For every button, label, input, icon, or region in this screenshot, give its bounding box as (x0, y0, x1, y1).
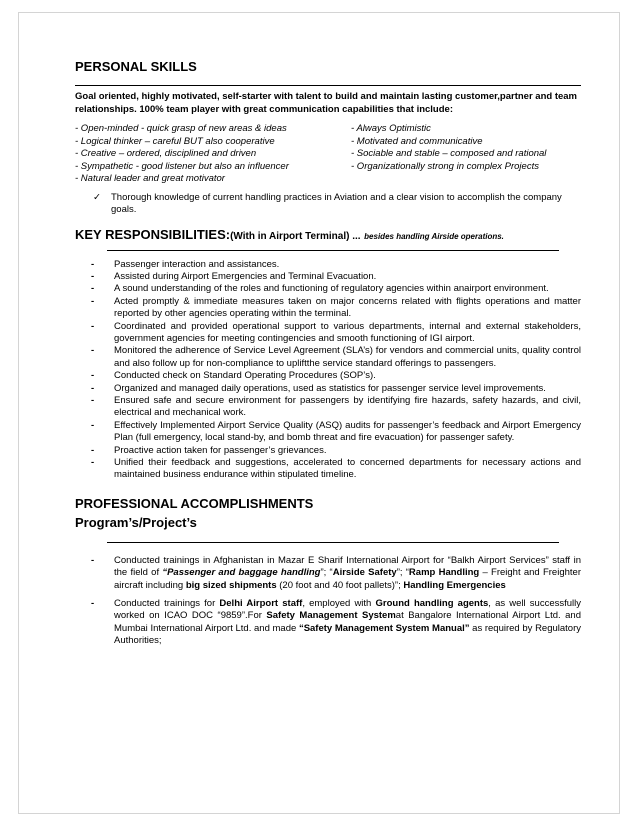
list-item-text: Conducted check on Standard Operating Procedures (SOP’s). (114, 370, 376, 382)
list-item (75, 383, 581, 395)
skill-item: - Creative – ordered, disciplined and driven (75, 148, 257, 159)
skills-right-column (351, 123, 581, 186)
accomplishments-heading: PROFESSIONAL ACCOMPLISHMENTS (75, 495, 314, 511)
list-item-text: Unified their feedback and suggestions, accelerated to concerned departments for necessary actions and maintained business endurance within stipulated timeline. (114, 457, 581, 481)
list-item (75, 598, 581, 648)
divider (75, 85, 581, 86)
list-item-text: Assisted during Airport Emergencies and Terminal Evacuation. (114, 270, 377, 282)
key-responsibilities-subtitle: (With in Airport Terminal) ... (230, 230, 361, 242)
list-item-text: Monitored the adherence of Service Level Agreement (SLA’s) for vendors and commercial units, quality control and also follow up for non-compliance to upliftthe service standard offerings to passengers. (114, 345, 581, 369)
list-item (75, 395, 581, 420)
skill-item: - Sociable and stable – composed and rational (351, 148, 547, 159)
check-item (93, 192, 581, 217)
list-item-text: Coordinated and provided operational support to various departments, internal and external stakeholders, government agencies for meeting contingencies and smooth functioning of IGI airport. (114, 320, 581, 344)
text-run: ”; “ (396, 567, 409, 579)
text-run: ”; “ (320, 567, 333, 579)
text-run: “Safety Management System Manual” (298, 622, 470, 634)
list-item-text: Acted promptly & immediate measures taken on major concerns related with flights operations and matter reported by other agencies operating within the terminal. (114, 295, 581, 320)
document-page (18, 12, 620, 814)
text-run: big sized shipments (185, 579, 277, 591)
bullet: - (91, 598, 95, 610)
list-item (75, 321, 581, 346)
text-run: Airside Safety (332, 567, 397, 579)
bullet: - (91, 554, 95, 566)
divider (107, 250, 559, 251)
list-item (75, 420, 581, 445)
key-responsibilities-heading (75, 227, 581, 245)
bullet: - (91, 444, 95, 456)
list-item (75, 445, 581, 457)
check-item-text: Thorough knowledge of current handling practices in Aviation and a clear vision to accomplish the company goals. (111, 191, 562, 215)
skill-item: - Motivated and communicative (351, 135, 483, 147)
text-run: at Bangalore International Airport Ltd. and Mumbai International Airport Ltd. and made (114, 610, 581, 634)
text-run: – Freight and Freighter aircraft including (114, 567, 581, 591)
list-item (75, 345, 581, 370)
text-run: Ground handling agents (375, 598, 489, 610)
text-run: Conducted trainings for (114, 598, 220, 610)
accomplishments-list (75, 555, 581, 648)
text-run: , employed with (302, 598, 376, 610)
list-item-text: Passenger interaction and assistances. (114, 258, 280, 270)
text-run: Ramp Handling (408, 567, 480, 579)
bullet: - (91, 370, 95, 382)
list-item (75, 555, 581, 592)
skills-list (75, 123, 581, 186)
skill-item: - Sympathetic - good listener but also an influencer (75, 160, 289, 172)
checkmark-icon: ✓ (93, 191, 101, 203)
list-item (75, 283, 581, 295)
list-item-text: Proactive action taken for passenger’s grievances. (114, 444, 327, 456)
list-item-text: Ensured safe and secure environment for passengers by identifying fire hazards, safety hazards, and civil, electrical and mechanical work. (114, 394, 581, 419)
bullet: - (91, 295, 95, 307)
list-item (75, 457, 581, 482)
document-content (75, 59, 581, 648)
text-run: , as well successfully worked on ICAO DOC “9859”.For (114, 598, 581, 622)
list-item (75, 259, 581, 271)
text-run: “Passenger and baggage handling (162, 567, 321, 579)
skills-left-column (75, 123, 351, 186)
skill-item: - Logical thinker – careful BUT also cooperative (75, 135, 275, 147)
text-run: as required by Regulatory Authorities; (114, 622, 582, 647)
skill-item: - Always Optimistic (351, 123, 431, 134)
text-run: Delhi Airport staff (219, 598, 303, 610)
bullet: - (91, 270, 95, 282)
key-responsibilities-title: KEY RESPONSIBILITIES: (75, 226, 231, 242)
bullet: - (91, 382, 95, 394)
list-item-text: Effectively Implemented Airport Service Quality (ASQ) audits for passenger’s feedback and Airport Emergency Plan (full emergency, local stand-by, and bomb threat and fire evacuation) for passenger safety. (114, 419, 581, 444)
bullet: - (91, 394, 95, 406)
divider (107, 542, 559, 543)
text-run: Conducted trainings in Afghanistan in Mazar E Sharif International Airport for “Balkh Airport Services” staff in the field of (114, 554, 581, 579)
bullet: - (91, 419, 95, 431)
text-run: Handling Emergencies (403, 579, 506, 591)
key-responsibilities-note: besides handling Airside operations. (364, 231, 504, 241)
list-item (75, 296, 581, 321)
bullet: - (91, 345, 95, 357)
list-item-text: A sound understanding of the roles and functioning of regulatory agencies within anairport environment. (114, 283, 549, 295)
list-item-text (114, 555, 581, 592)
skill-item: - Open-minded - quick grasp of new areas & ideas (75, 123, 287, 134)
list-item (75, 370, 581, 382)
skill-item: - Natural leader and great motivator (75, 173, 225, 184)
text-run: Safety Management System (266, 610, 396, 622)
text-run: (20 foot and 40 foot pallets)”; (276, 579, 404, 591)
list-item-text: Organized and managed daily operations, used as statistics for passenger service level improvements. (114, 382, 546, 394)
accomplishments-subheading: Program’s/Project’s (75, 514, 197, 530)
list-item-text (114, 598, 581, 648)
skill-item: - Organizationally strong in complex Projects (351, 160, 539, 172)
bullet: - (91, 457, 95, 468)
list-item (75, 271, 581, 283)
personal-skills-heading: PERSONAL SKILLS (75, 59, 197, 74)
bullet: - (91, 320, 95, 332)
skills-intro: Goal oriented, highly motivated, self-starter with talent to build and maintain lasting customer,partner and team relationships. 100% team player with great communication capabilities that include: (75, 91, 577, 115)
bullet: - (91, 258, 95, 270)
responsibilities-list (75, 259, 581, 482)
bullet: - (91, 283, 95, 295)
